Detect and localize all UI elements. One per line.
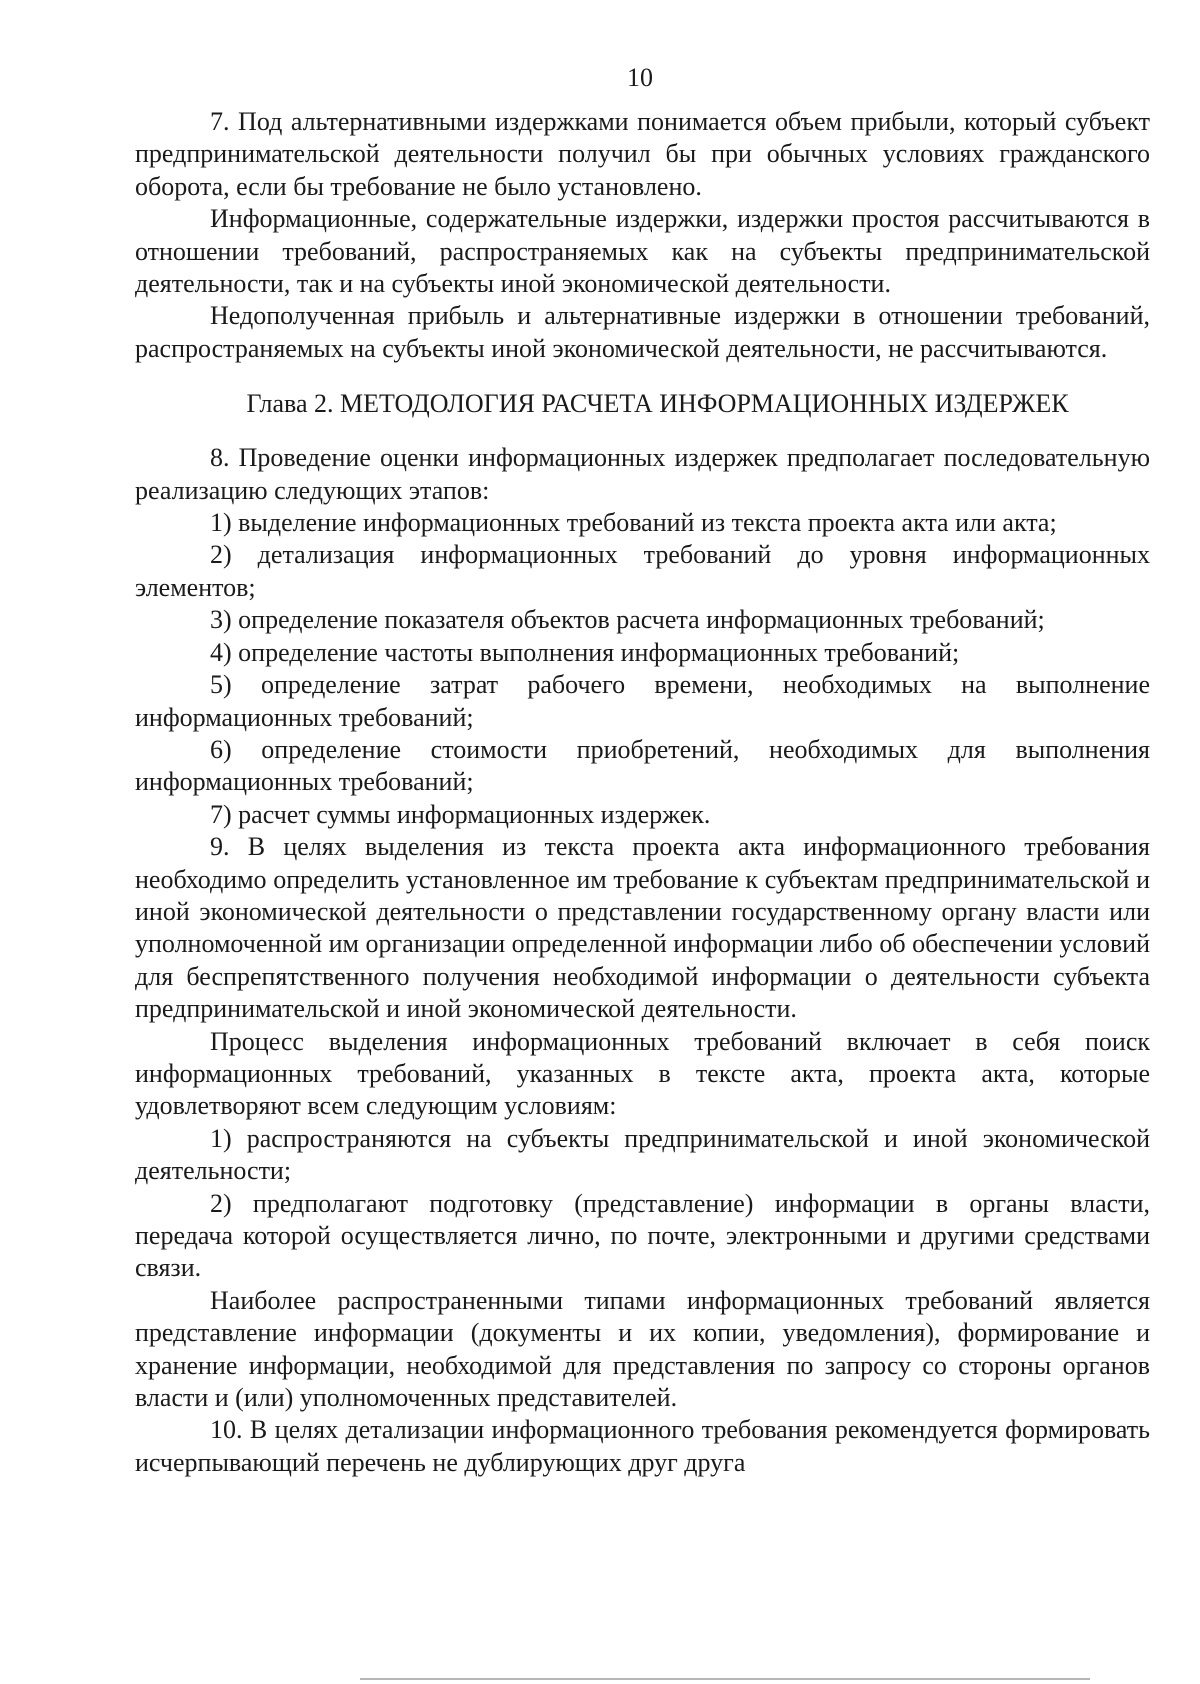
- list-item-5: 5) определение затрат рабочего времени, необходимых на выполнение информационных требований;: [135, 670, 1150, 732]
- list-item-2: 2) детализация информационных требований до уровня информационных элементов;: [135, 540, 1150, 602]
- chapter-heading: Глава 2. МЕТОДОЛОГИЯ РАСЧЕТА ИНФОРМАЦИОННЫХ ИЗДЕРЖЕК: [246, 389, 1069, 419]
- list-item-3: 3) определение показателя объектов расчета информационных требований;: [210, 605, 1045, 635]
- page-number: 10: [627, 63, 653, 92]
- list-item-6: 6) определение стоимости приобретений, необходимых для выполнения информационных требований;: [135, 734, 1150, 797]
- paragraph-7: 7. Под альтернативными издержками понимается объем прибыли, который субъект предпринимательской деятельности получил бы при обычных условиях гражданского оборота, если бы требование не было установлено.: [135, 107, 1150, 201]
- list-item-4: 4) определение частоты выполнения информационных требований;: [210, 637, 960, 667]
- paragraph-process: Процесс выделения информационных требований включает в себя поиск информационных требований, указанных в тексте акта, проекта акта, которые удовлетворяют всем следующим условиям:: [135, 1026, 1150, 1121]
- paragraph-8: 8. Проведение оценки информационных издержек предполагает последовательную реализацию следующих этапов:: [135, 443, 1150, 505]
- condition-item-1: 1) распространяются на субъекты предпринимательской и иной экономической деятельности;: [135, 1123, 1150, 1186]
- list-item-1: 1) выделение информационных требований из текста проекта акта или акта;: [210, 508, 1057, 538]
- list-item-7: 7) расчет суммы информационных издержек.: [210, 799, 711, 829]
- bottom-scan-rule: [360, 1678, 1090, 1680]
- paragraph-common-types: Наиболее распространенными типами информационных требований является представление информации (документы и их копии, уведомления), формирование и хранение информации, необходимой для представления по запросу со стороны органов власти и (или) уполномоченных представителей.: [135, 1285, 1150, 1413]
- condition-item-2: 2) предполагают подготовку (представление) информации в органы власти, передача которой осуществляется лично, по почте, электронными и другими средствами связи.: [135, 1188, 1150, 1283]
- paragraph-9: 9. В целях выделения из текста проекта акта информационного требования необходимо определить установленное им требование к субъектам предпринимательской и иной экономической деятельности о представлении государственному органу власти или уполномоченной им организации определенной информации либо об обеспечении условий для беспрепятственного получения необходимой информации о деятельности субъекта предпринимательской и иной экономической деятельности.: [135, 832, 1150, 1024]
- paragraph-10: 10. В целях детализации информационного требования рекомендуется формировать исчерпывающий перечень не дублирующих друг друга: [135, 1415, 1150, 1477]
- document-body: [135, 106, 1150, 1479]
- paragraph-info-costs: Информационные, содержательные издержки, издержки простоя рассчитываются в отношении требований, распространяемых как на субъекты предпринимательской деятельности, так и на субъекты иной экономической деятельности.: [135, 204, 1150, 299]
- paragraph-lost-profit: Недополученная прибыль и альтернативные издержки в отношении требований, распространяемых на субъекты иной экономической деятельности, не рассчитываются.: [135, 301, 1150, 363]
